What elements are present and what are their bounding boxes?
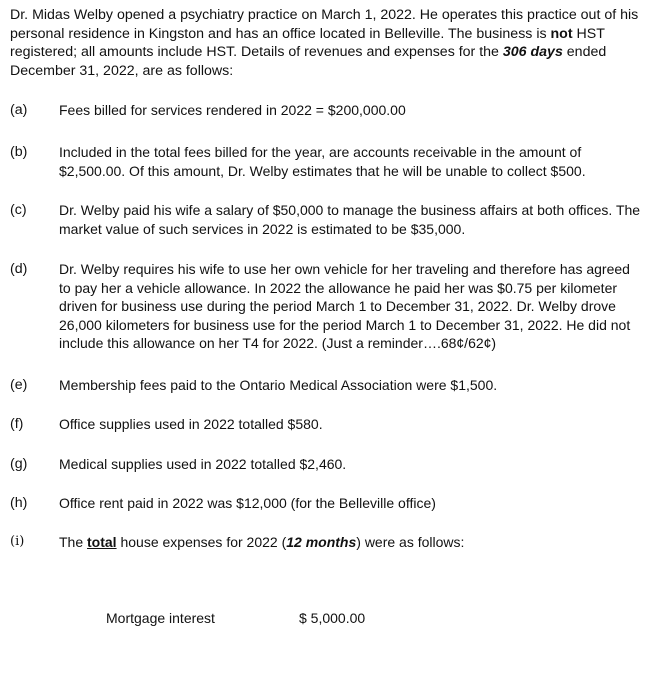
- item-b-text-c: Of this amount, Dr. Welby estimates that he will be unable to collect $500.: [125, 162, 586, 179]
- item-i-months-bold: 12 months: [286, 534, 357, 550]
- item-text: Fees billed for services rendered in 2022 = $200,000.00: [59, 102, 406, 118]
- intro-text-3: ended December 31, 2022, are as follows:: [10, 44, 607, 79]
- intro-paragraph: [10, 6, 640, 80]
- item-text: Membership fees paid to the Ontario Medical Association were $1,500.: [59, 377, 498, 393]
- intro-days-bold: 306 days: [502, 44, 563, 60]
- item-text: [59, 143, 641, 180]
- item-label: (h): [10, 495, 28, 511]
- intro-not-bold: not: [550, 25, 573, 42]
- item-b-text-a: Included in the total fees billed for the year, are accounts receivable in the amount of: [59, 144, 582, 160]
- item-label: (b): [10, 144, 28, 160]
- item-label: (e): [10, 377, 28, 393]
- item-label: (g): [10, 456, 28, 472]
- item-label: (d): [10, 261, 28, 277]
- item-i-text-b: house expenses for 2022 (: [116, 534, 287, 550]
- item-text: [59, 533, 641, 552]
- item-label: (i): [10, 534, 25, 549]
- item-text: Office supplies used in 2022 totalled $580.: [59, 416, 323, 432]
- item-text: Office rent paid in 2022 was $12,000 (for the Belleville office): [59, 495, 436, 511]
- item-b-text-b: $2,500.00.: [59, 162, 126, 179]
- item-label: (a): [10, 102, 28, 118]
- item-label: (c): [10, 202, 27, 218]
- house-expense-name: Mortgage interest: [106, 610, 215, 626]
- item-i-total-underlined: total: [87, 534, 117, 550]
- item-text: Medical supplies used in 2022 totalled $2,460.: [59, 456, 347, 472]
- house-expense-amount: $ 5,000.00: [299, 610, 366, 626]
- item-i-text-c: ) were as follows:: [356, 534, 465, 550]
- item-text: Dr. Welby paid his wife a salary of $50,000 to manage the business affairs at both offices. The market value of such services in 2022 is estimated to be $35,000.: [59, 202, 641, 237]
- item-i-text-a: The: [59, 534, 88, 550]
- item-label: (f): [10, 416, 24, 432]
- intro-text-2: HST registered; all amounts include HST. Details of revenues and expenses for the: [10, 25, 605, 60]
- item-text: Dr. Welby requires his wife to use her own vehicle for her traveling and therefore has agreed to pay her a vehicle allowance. In 2022 the allowance he paid her was $0.75 per kilometer driven for business use during the period March 1 to December 31, 2022. Dr. Welby drove 26,000 kilometers for business use for the period March 1 to December 31, 2022. He did not include this allowance on her T4 for 2022. (Just a reminder….68¢/62¢): [59, 261, 631, 351]
- intro-text-1: Dr. Midas Welby opened a psychiatry practice on March 1, 2022. He operates this practice out of his personal residence in Kingston and has an office located in Belleville. The business is: [10, 7, 639, 42]
